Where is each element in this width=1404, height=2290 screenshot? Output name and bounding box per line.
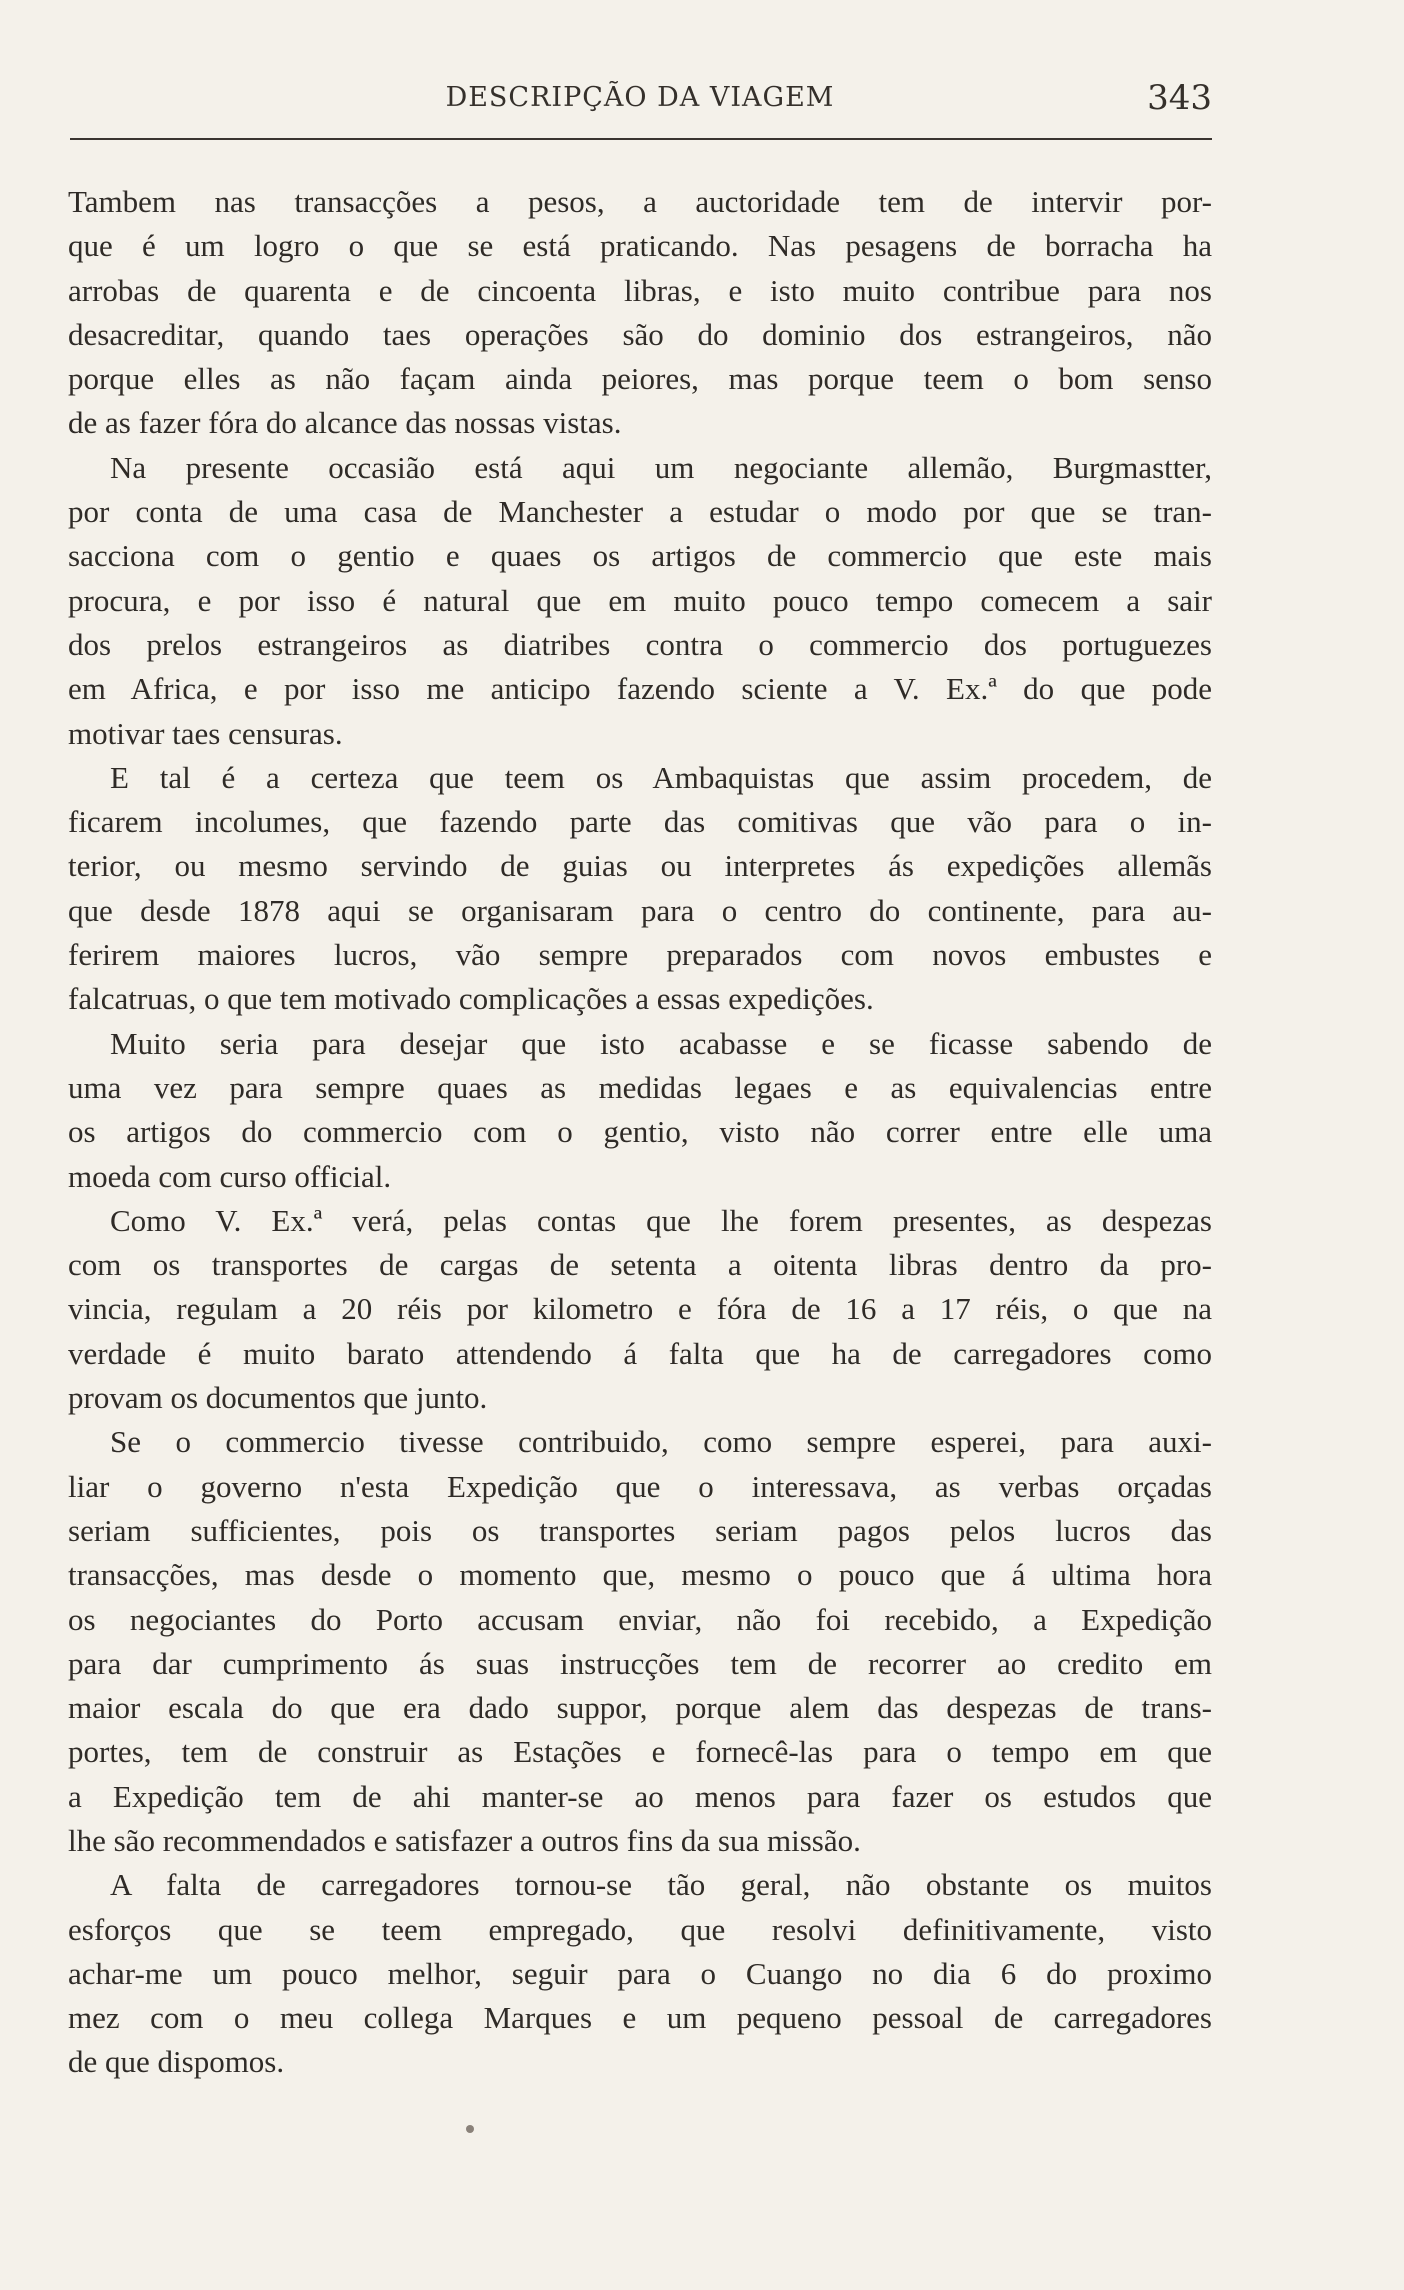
text-line: desacreditar, quando taes operações são do dominio dos estrangeiros, não (68, 316, 1212, 352)
text-line: portes, tem de construir as Estações e fornecê-las para o tempo em que (68, 1734, 1212, 1770)
text-line: de que dispomos. (68, 2044, 285, 2080)
text-line: achar-me um pouco melhor, seguir para o Cuango no dia 6 do proximo (68, 1955, 1212, 1991)
page-number: 343 (1147, 78, 1212, 118)
text-line: ficarem incolumes, que fazendo parte das comitivas que vão para o in- (68, 804, 1212, 840)
text-line: arrobas de quarenta e de cincoenta libras, e isto muito contribue para nos (68, 272, 1212, 308)
text-line: lhe são recommendados e satisfazer a outros fins da sua missão. (68, 1822, 861, 1858)
text-line: provam os documentos que junto. (68, 1380, 488, 1416)
running-title: DESCRIPÇÃO DA VIAGEM (445, 82, 835, 113)
text-line: por conta de uma casa de Manchester a estudar o modo por que se tran- (68, 494, 1212, 530)
text-line: Muito seria para desejar que isto acabasse e se ficasse sabendo de (110, 1025, 1212, 1061)
text-line: transacções, mas desde o momento que, mesmo o pouco que á ultima hora (68, 1557, 1212, 1593)
text-line: seriam sufficientes, pois os transportes seriam pagos pelos lucros das (68, 1512, 1212, 1548)
text-line: verdade é muito barato attendendo á falta que ha de carregadores como (68, 1335, 1212, 1371)
text-line: que desde 1878 aqui se organisaram para o centro do continente, para au- (68, 892, 1212, 928)
text-line: vincia, regulam a 20 réis por kilometro e fóra de 16 a 17 réis, o que na (68, 1291, 1212, 1327)
text-line: uma vez para sempre quaes as medidas legaes e as equivalencias entre (68, 1069, 1212, 1105)
running-header (68, 78, 1212, 122)
text-line: porque elles as não façam ainda peiores, mas porque teem o bom senso (68, 361, 1212, 397)
text-line: mez com o meu collega Marques e um pequeno pessoal de carregadores (68, 2000, 1212, 2036)
text-line: liar o governo n'esta Expedição que o interessava, as verbas orçadas (68, 1468, 1212, 1504)
text-line: Na presente occasião está aqui um negociante allemão, Burgmastter, (110, 449, 1212, 485)
body-text (68, 180, 1212, 2085)
text-line: moeda com curso official. (68, 1158, 392, 1194)
text-line: procura, e por isso é natural que em muito pouco tempo comecem a sair (68, 582, 1212, 618)
text-line: Se o commercio tivesse contribuido, como sempre esperei, para auxi- (110, 1424, 1212, 1460)
text-line: Tambem nas transacções a pesos, a auctoridade tem de intervir por- (68, 184, 1212, 219)
header-rule (70, 138, 1212, 140)
text-line: terior, ou mesmo servindo de guias ou interpretes ás expedições allemãs (68, 848, 1212, 884)
text-line: em Africa, e por isso me anticipo fazendo sciente a V. Ex.ª do que pode (68, 671, 1212, 707)
text-line: esforços que se teem empregado, que resolvi definitivamente, visto (68, 1911, 1212, 1947)
text-line: os negociantes do Porto accusam enviar, não foi recebido, a Expedição (68, 1601, 1212, 1637)
text-line: os artigos do commercio com o gentio, visto não correr entre elle uma (68, 1114, 1212, 1150)
text-line: Como V. Ex.ª verá, pelas contas que lhe forem presentes, as despezas (110, 1202, 1212, 1238)
text-line: que é um logro o que se está praticando. Nas pesagens de borracha ha (68, 228, 1212, 264)
text-line: para dar cumprimento ás suas instrucções tem de recorrer ao credito em (68, 1645, 1212, 1681)
text-line: de as fazer fóra do alcance das nossas vistas. (68, 405, 622, 441)
ink-speck (466, 2125, 474, 2133)
text-line: com os transportes de cargas de setenta a oitenta libras dentro da pro- (68, 1247, 1212, 1283)
text-line: motivar taes censuras. (68, 715, 343, 751)
text-line: sacciona com o gentio e quaes os artigos de commercio que este mais (68, 538, 1212, 574)
text-line: dos prelos estrangeiros as diatribes contra o commercio dos portuguezes (68, 626, 1212, 662)
text-line: a Expedição tem de ahi manter-se ao menos para fazer os estudos que (68, 1778, 1212, 1814)
text-line: falcatruas, o que tem motivado complicações a essas expedições. (68, 981, 874, 1017)
text-line: maior escala do que era dado suppor, porque alem das despezas de trans- (68, 1690, 1212, 1726)
text-line: E tal é a certeza que teem os Ambaquistas que assim procedem, de (110, 759, 1212, 795)
text-line: A falta de carregadores tornou-se tão geral, não obstante os muitos (110, 1867, 1212, 1903)
text-line: ferirem maiores lucros, vão sempre preparados com novos embustes e (68, 937, 1212, 973)
